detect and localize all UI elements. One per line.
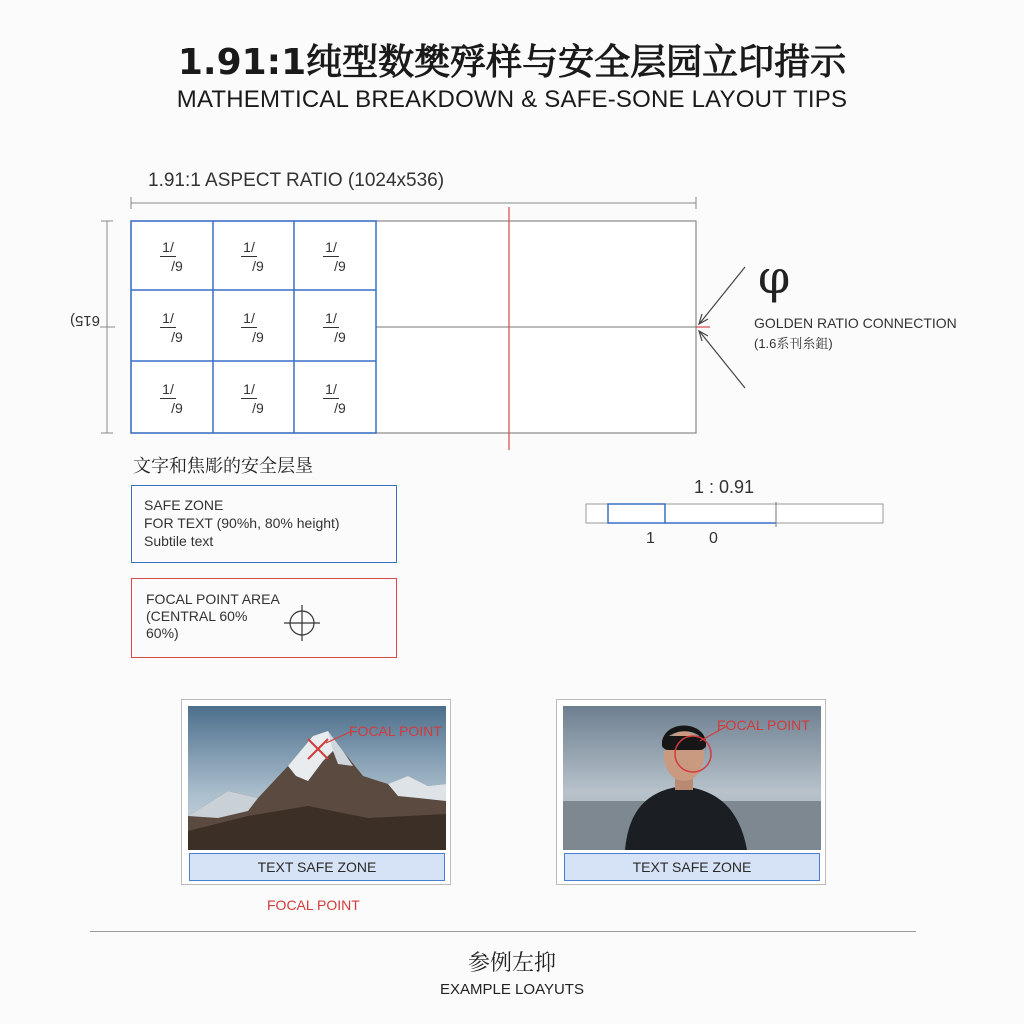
footer-title: 参例左抑 bbox=[467, 951, 556, 976]
safe-zone-line: SAFE ZONE bbox=[144, 497, 224, 513]
safe-zone-heading: 文字和焦彫的安全层垦 bbox=[133, 456, 313, 476]
grid-cell: 1/ /9 bbox=[325, 380, 346, 416]
crosshair-icon bbox=[282, 603, 322, 643]
width-dimension-line bbox=[131, 197, 696, 209]
safe-zone-line: Subtile text bbox=[144, 533, 214, 549]
page-subtitle: MATHEMTICAL BREAKDOWN & SAFE-SONE LAYOUT TIPS bbox=[176, 86, 848, 113]
focal-point-area-box bbox=[131, 578, 397, 658]
golden-ratio-sublabel: (1.6系刊糸鉏) bbox=[754, 336, 833, 351]
focal-point-caption: FOCAL POINT bbox=[267, 897, 360, 913]
example-card-mountain bbox=[181, 699, 451, 885]
grid-cell: 1/ /9 bbox=[243, 380, 264, 416]
safe-zone-line: FOR TEXT (90%h, 80% height) bbox=[144, 515, 340, 531]
ratio-bar-value-right: 0 bbox=[709, 530, 718, 547]
grid-cell: 1/ /9 bbox=[243, 238, 264, 274]
focal-area-line: 60%) bbox=[146, 625, 179, 641]
grid-cell: 1/ /9 bbox=[243, 309, 264, 345]
height-dimension-line bbox=[100, 221, 115, 433]
grid-cell: 1/ /9 bbox=[162, 309, 183, 345]
grid-cell: 1/ /9 bbox=[325, 309, 346, 345]
ratio-bar-label: 1 : 0.91 bbox=[694, 477, 755, 497]
aspect-ratio-label: 1.91:1 ASPECT RATIO (1024x536) bbox=[148, 170, 445, 191]
grid-cell: 1/ /9 bbox=[162, 380, 183, 416]
ratio-bar bbox=[584, 502, 886, 528]
ratio-bar-value-left: 1 bbox=[646, 530, 655, 547]
golden-ratio-label: GOLDEN RATIO CONNECTION bbox=[754, 315, 957, 331]
focal-area-line: (CENTRAL 60% bbox=[146, 608, 248, 624]
footer-subtitle: EXAMPLE LOAYUTS bbox=[440, 981, 584, 998]
text-safe-zone-box bbox=[131, 485, 397, 563]
phi-symbol: φ bbox=[758, 250, 791, 304]
focal-area-line: FOCAL POINT AREA bbox=[146, 591, 280, 607]
page-title: 1.91:1纯型数樊殍样与安全层园立印措示 bbox=[177, 42, 847, 83]
example-focal-label: FOCAL POINT bbox=[349, 723, 442, 739]
footer-divider bbox=[90, 931, 916, 932]
example-card-person bbox=[556, 699, 826, 885]
example-focal-label: FOCAL POINT bbox=[717, 717, 810, 733]
grid-cell: 1/ /9 bbox=[162, 238, 183, 274]
example-text-safe-zone: TEXT SAFE ZONE bbox=[189, 853, 445, 881]
grid-cell: 1/ /9 bbox=[325, 238, 346, 274]
person-photo bbox=[563, 706, 821, 850]
mountain-photo bbox=[188, 706, 446, 850]
height-dimension-label: 615) bbox=[70, 312, 101, 329]
example-text-safe-zone: TEXT SAFE ZONE bbox=[564, 853, 820, 881]
